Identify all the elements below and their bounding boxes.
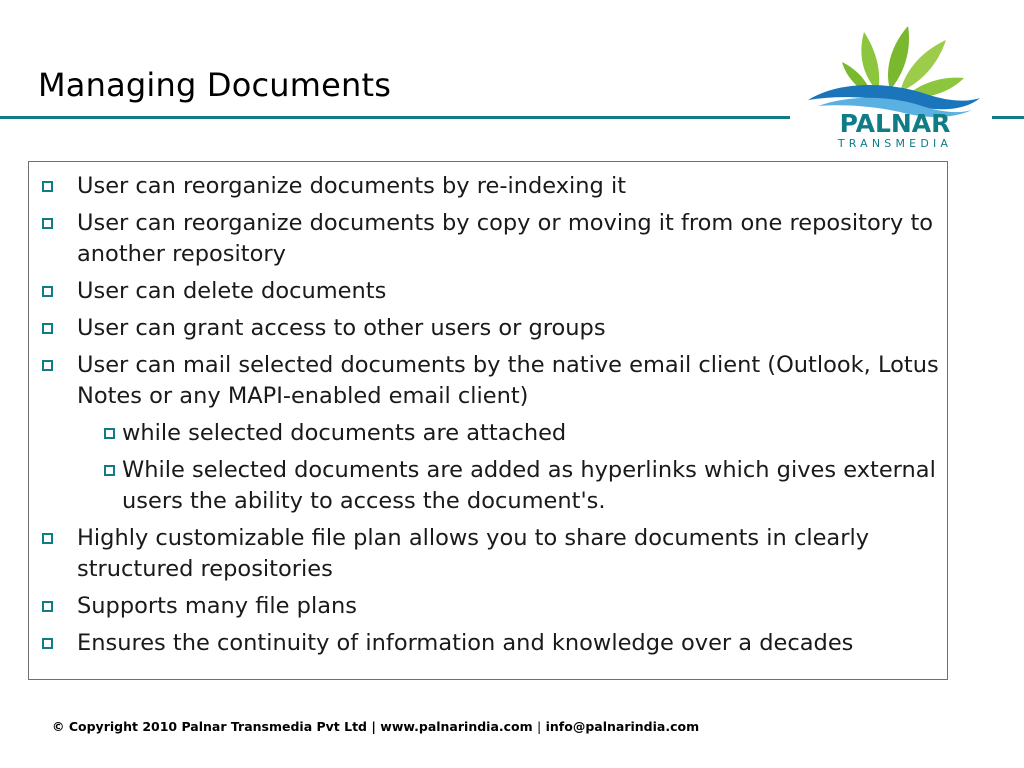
square-bullet-icon — [104, 428, 115, 439]
square-bullet-icon — [42, 323, 53, 334]
square-bullet-icon — [42, 181, 53, 192]
sub-bullet-list — [73, 418, 947, 517]
sub-bullet-text: While selected documents are added as hyperlinks which gives external users the ability to access the document's. — [122, 457, 936, 514]
square-bullet-icon — [42, 601, 53, 612]
logo-subname: TRANSMEDIA — [837, 137, 953, 150]
square-bullet-icon — [42, 286, 53, 297]
content-box — [28, 161, 948, 680]
footer-copyright: © Copyright 2010 Palnar Transmedia Pvt Ltd | www.palnarindia.com — [52, 719, 533, 734]
bullet-list — [29, 162, 947, 659]
bullet-text: User can delete documents — [77, 278, 387, 304]
sub-list-item — [73, 455, 947, 517]
title-divider — [0, 116, 790, 119]
bullet-text: Supports many file plans — [77, 593, 357, 619]
bullet-text: User can grant access to other users or groups — [77, 315, 606, 341]
bullet-text: User can mail selected documents by the native email client (Outlook, Lotus Notes or any MAPI-enabled email client) — [77, 352, 939, 409]
list-item — [29, 350, 947, 517]
list-item — [29, 523, 947, 585]
bullet-text: User can reorganize documents by copy or moving it from one repository to another repository — [77, 210, 934, 267]
bullet-text: Highly customizable file plan allows you to share documents in clearly structured repositories — [77, 525, 870, 582]
list-item — [29, 313, 947, 344]
list-item — [29, 591, 947, 622]
square-bullet-icon — [104, 465, 115, 476]
sub-bullet-text: while selected documents are attached — [122, 420, 567, 446]
slide-title: Managing Documents — [38, 66, 392, 104]
list-item — [29, 208, 947, 270]
footer — [52, 719, 699, 734]
square-bullet-icon — [42, 360, 53, 371]
sub-list-item — [73, 418, 947, 449]
list-item — [29, 276, 947, 307]
list-item — [29, 171, 947, 202]
footer-email: info@palnarindia.com — [545, 719, 700, 734]
logo-name: PALNAR — [839, 109, 951, 138]
palnar-transmedia-logo — [800, 20, 990, 152]
bullet-text: Ensures the continuity of information and knowledge over a decades — [77, 630, 854, 656]
title-divider-right — [992, 116, 1024, 119]
footer-separator: | — [537, 719, 542, 734]
bullet-text: User can reorganize documents by re-indexing it — [77, 173, 627, 199]
square-bullet-icon — [42, 218, 53, 229]
square-bullet-icon — [42, 638, 53, 649]
list-item — [29, 628, 947, 659]
square-bullet-icon — [42, 533, 53, 544]
